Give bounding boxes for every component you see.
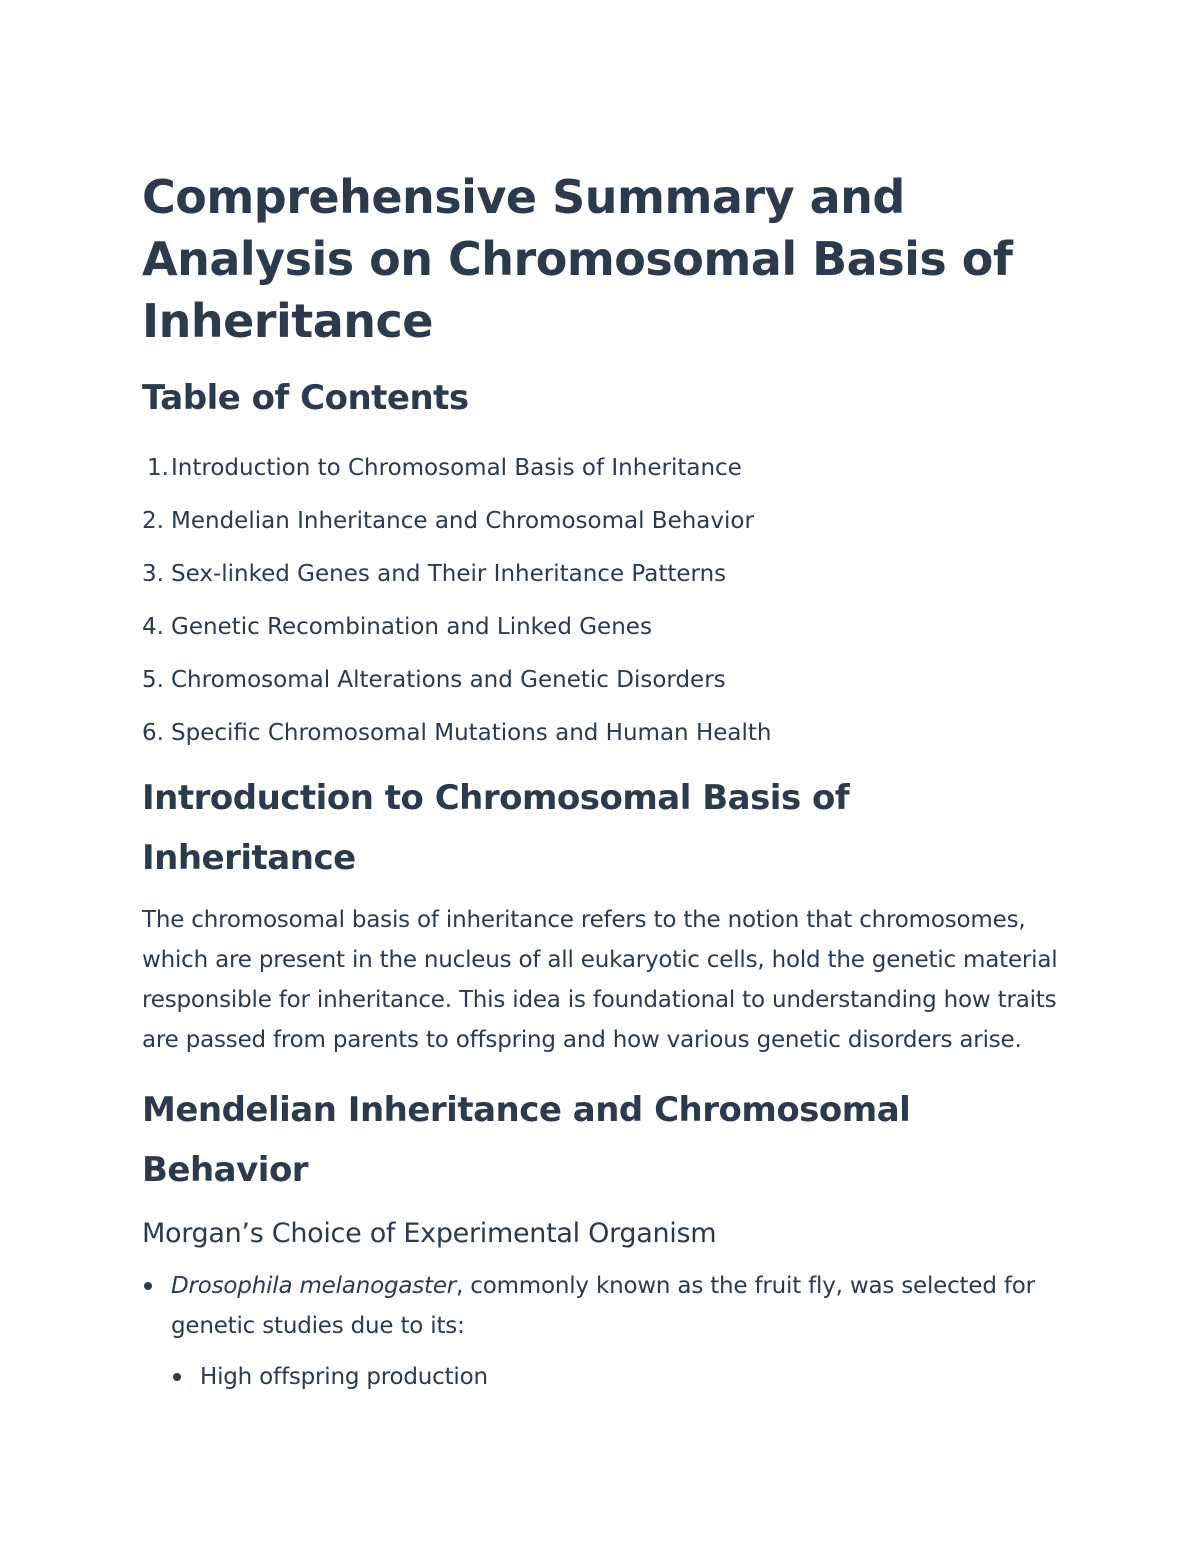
table-of-contents bbox=[142, 442, 1062, 760]
toc-item-label: Sex-linked Genes and Their Inheritance Patterns bbox=[171, 561, 727, 587]
toc-item[interactable] bbox=[142, 442, 1062, 495]
list-item-text: , commonly known as the fruit fly, was selected for genetic studies due to its: bbox=[171, 1273, 1035, 1339]
toc-item[interactable] bbox=[142, 707, 1062, 760]
intro-section bbox=[142, 768, 1062, 1060]
toc-item-label: Mendelian Inheritance and Chromosomal Behavior bbox=[171, 508, 754, 534]
toc-item-label: Chromosomal Alterations and Genetic Disorders bbox=[171, 667, 726, 693]
toc-item-number: 6. bbox=[142, 720, 164, 746]
toc-item-number: 3. bbox=[142, 561, 164, 587]
toc-item-number: 4. bbox=[142, 614, 164, 640]
toc-item[interactable] bbox=[142, 495, 1062, 548]
bullet-list bbox=[142, 1266, 1062, 1397]
document-page bbox=[142, 166, 1062, 1397]
toc-item[interactable] bbox=[142, 654, 1062, 707]
toc-item[interactable] bbox=[142, 601, 1062, 654]
document-title: Comprehensive Summary and Analysis on Chromosomal Basis of Inheritance bbox=[142, 170, 1013, 348]
toc-item[interactable] bbox=[142, 548, 1062, 601]
nested-bullet-list bbox=[171, 1357, 1062, 1397]
intro-paragraph: The chromosomal basis of inheritance refers to the notion that chromosomes, which are present in the nucleus of all eukaryotic cells, hold the genetic material responsible for inheritance. This idea is foundational to understanding how traits are passed from parents to offspring and how various genetic disorders arise. bbox=[142, 907, 1058, 1053]
toc-heading: Table of Contents bbox=[142, 378, 469, 418]
mendelian-heading: Mendelian Inheritance and Chromosomal Behavior bbox=[142, 1090, 911, 1190]
toc-item-number: 5. bbox=[142, 667, 164, 693]
intro-heading: Introduction to Chromosomal Basis of Inheritance bbox=[142, 778, 850, 878]
species-name: Drosophila melanogaster bbox=[171, 1273, 457, 1299]
list-item bbox=[171, 1357, 1062, 1397]
toc-item-label: Specific Chromosomal Mutations and Human Health bbox=[171, 720, 772, 746]
morgan-subheading: Morgan’s Choice of Experimental Organism bbox=[142, 1218, 717, 1249]
list-item-text: High offspring production bbox=[200, 1364, 488, 1390]
toc-item-number: 2. bbox=[142, 508, 164, 534]
toc-item-label: Genetic Recombination and Linked Genes bbox=[171, 614, 652, 640]
bullet-icon bbox=[144, 1282, 152, 1290]
mendelian-section bbox=[142, 1080, 1062, 1397]
toc-item-number: 1. bbox=[147, 455, 169, 481]
bullet-icon bbox=[173, 1373, 181, 1381]
toc-item-label: Introduction to Chromosomal Basis of Inheritance bbox=[171, 455, 742, 481]
list-item bbox=[142, 1266, 1062, 1397]
